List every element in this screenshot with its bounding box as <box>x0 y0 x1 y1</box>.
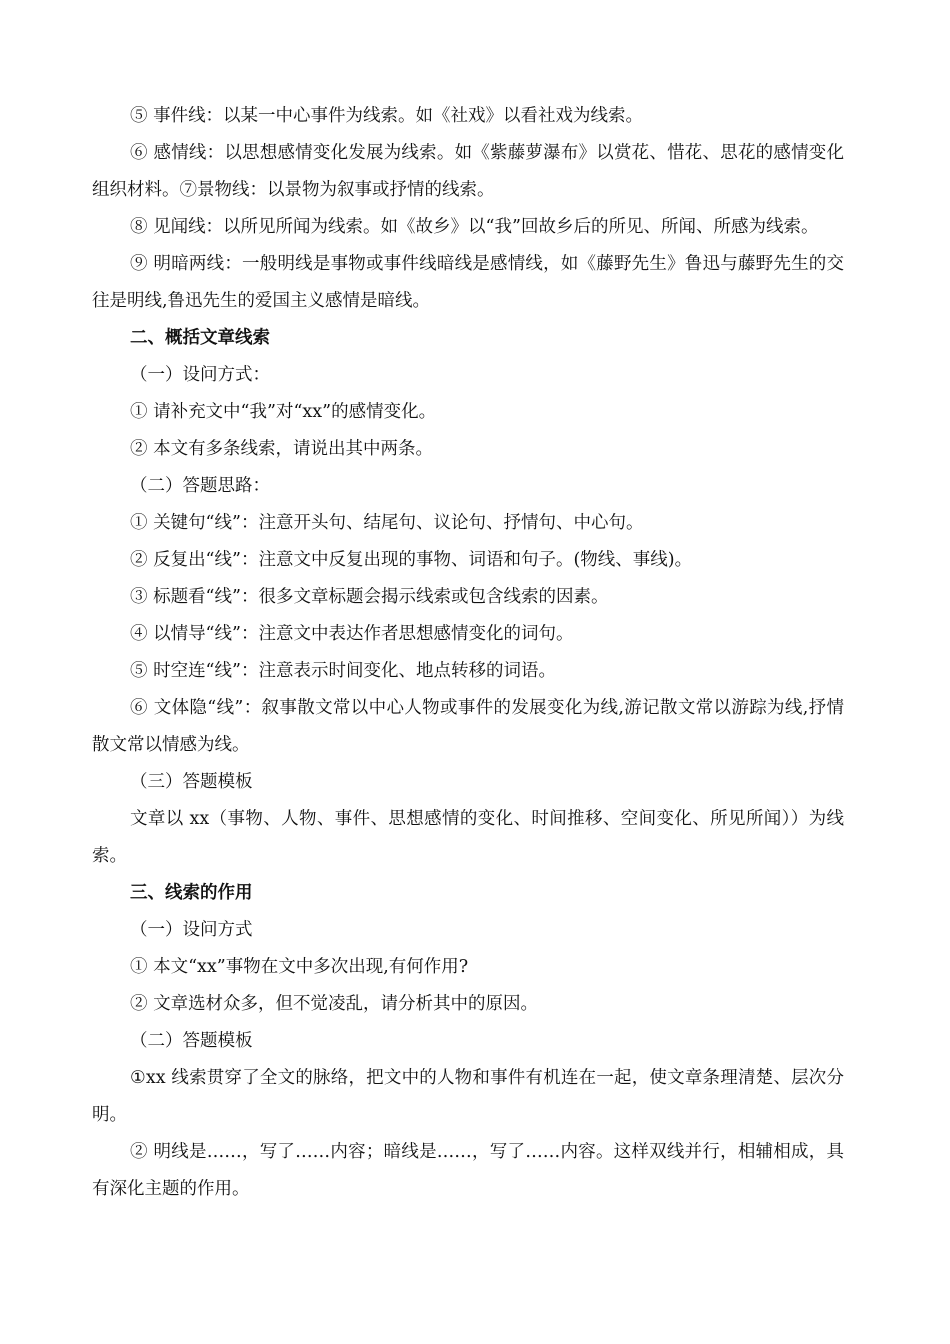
paragraph-approach-5: ⑤ 时空连“线”：注意表示时间变化、地点转移的词语。 <box>130 661 556 681</box>
subheading-answer-approach: （二）答题思路： <box>130 476 270 496</box>
paragraph-question-1: ① 请补充文中“我”对“xx”的感情变化。 <box>130 402 437 422</box>
paragraph-template-text: 文章以 xx（事物、人物、事件、思想感情的变化、时间推移、空间变化、所见所闻））为线索。 <box>92 809 844 866</box>
paragraph-event-line: ⑤ 事件线：以某一中心事件为线索。如《社戏》以看社戏为线索。 <box>130 106 644 126</box>
paragraph-function-answer-1: ①xx 线索贯穿了全文的脉络，把文中的人物和事件有机连在一起，使文章条理清楚、层次分明。 <box>92 1068 844 1125</box>
paragraph-approach-6: ⑥ 文体隐“线”：叙事散文常以中心人物或事件的发展变化为线,游记散文常以游踪为线,抒情散文常以情感为线。 <box>92 698 844 755</box>
document-body <box>92 98 844 1208</box>
subheading-question-style: （一）设问方式： <box>130 365 270 385</box>
paragraph-function-question-2: ② 文章选材众多，但不觉凌乱，请分析其中的原因。 <box>130 994 539 1014</box>
paragraph-function-question-1: ① 本文“xx”事物在文中多次出现,有何作用? <box>130 957 469 977</box>
paragraph-emotion-line: ⑥ 感情线：以思想感情变化发展为线索。如《紫藤萝瀑布》以赏花、惜花、思花的感情变化组织材料。⑦景物线：以景物为叙事或抒情的线索。 <box>92 143 844 200</box>
paragraph-approach-1: ① 关键句“线”：注意开头句、结尾句、议论句、抒情句、中心句。 <box>130 513 644 533</box>
subheading-answer-template-2: （二）答题模板 <box>130 1031 253 1051</box>
paragraph-approach-3: ③ 标题看“线”：很多文章标题会揭示线索或包含线索的因素。 <box>130 587 609 607</box>
paragraph-approach-4: ④ 以情导“线”：注意文中表达作者思想感情变化的词句。 <box>130 624 574 644</box>
paragraph-dual-lines: ⑨ 明暗两线：一般明线是事物或事件线暗线是感情线，如《藤野先生》鲁迅与藤野先生的交往是明线,鲁迅先生的爱国主义感情是暗线。 <box>92 254 844 311</box>
paragraph-function-answer-2: ② 明线是……，写了……内容；暗线是……，写了……内容。这样双线并行，相辅相成，具有深化主题的作用。 <box>92 1142 844 1199</box>
subheading-answer-template: （三）答题模板 <box>130 772 253 792</box>
paragraph-approach-2: ② 反复出“线”：注意文中反复出现的事物、词语和句子。(物线、事线)。 <box>130 550 693 570</box>
paragraph-observation-line: ⑧ 见闻线：以所见所闻为线索。如《故乡》以“我”回故乡后的所见、所闻、所感为线索。 <box>130 217 819 237</box>
subheading-question-style-2: （一）设问方式 <box>130 920 253 940</box>
paragraph-question-2: ② 本文有多条线索，请说出其中两条。 <box>130 439 434 459</box>
section-heading-clue-function: 三、线索的作用 <box>130 883 253 903</box>
section-heading-summarize-clues: 二、概括文章线索 <box>130 328 270 348</box>
